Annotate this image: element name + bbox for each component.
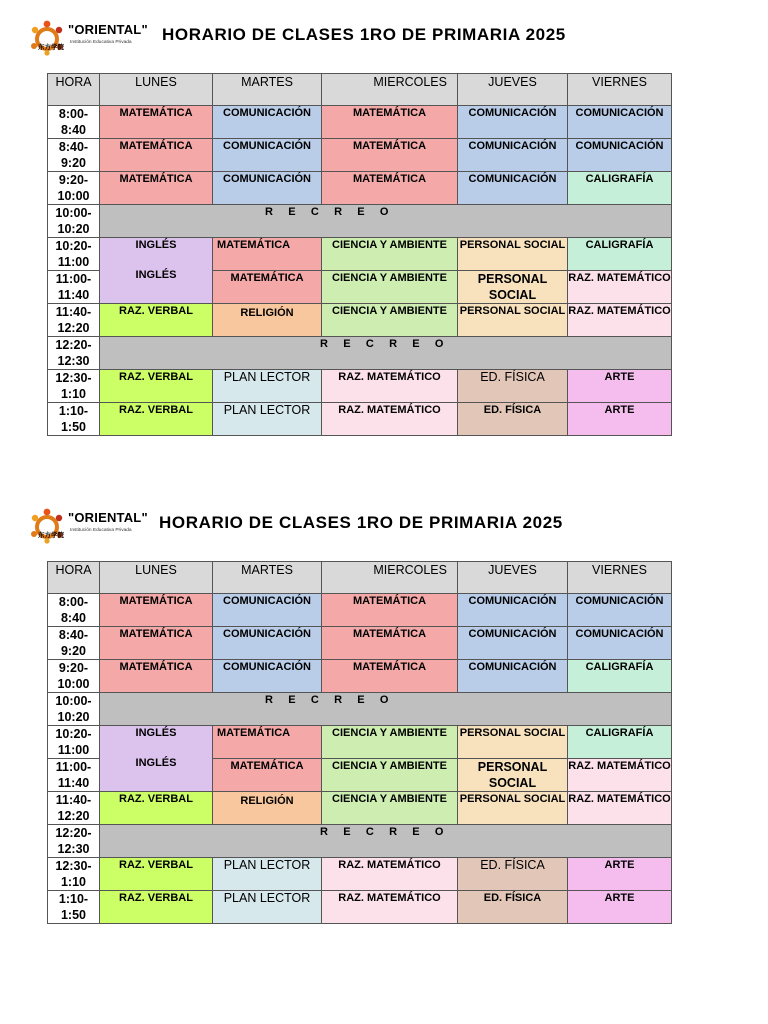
recess-label: R E C R E O bbox=[320, 338, 444, 350]
subject-cell: COMUNICACIÓN bbox=[213, 139, 322, 172]
subject-cell: COMUNICACIÓN bbox=[458, 106, 568, 139]
subject-cell: PERSONAL SOCIAL bbox=[458, 271, 568, 304]
time-cell: 8:00- 8:40 bbox=[48, 106, 100, 139]
subject-cell: MATEMÁTICA bbox=[322, 660, 458, 693]
subject-cell: RAZ. MATEMÁTICO bbox=[322, 858, 458, 891]
subject-cell: PLAN LECTOR bbox=[213, 403, 322, 436]
subject-cell: MATEMÁTICA bbox=[322, 627, 458, 660]
time-cell: 1:10- 1:50 bbox=[48, 891, 100, 924]
header-cell: JUEVES bbox=[458, 562, 568, 594]
subject-cell: COMUNICACIÓN bbox=[213, 594, 322, 627]
school-name: "ORIENTAL" bbox=[68, 22, 148, 37]
header-cell: VIERNES bbox=[568, 562, 672, 594]
subject-cell: ED. FÍSICA bbox=[458, 403, 568, 436]
subject-cell: PLAN LECTOR bbox=[213, 370, 322, 403]
logo-chinese-text: 东方学院 bbox=[38, 44, 64, 51]
table-row bbox=[48, 370, 672, 403]
subject-cell: RAZ. MATEMÁTICO bbox=[322, 403, 458, 436]
subject-cell: RELIGIÓN bbox=[213, 792, 322, 825]
table-row bbox=[48, 172, 672, 205]
subject-cell: COMUNICACIÓN bbox=[213, 660, 322, 693]
subject-cell: RAZ. MATEMÁTICO bbox=[568, 792, 672, 825]
subject-cell: CIENCIA Y AMBIENTE bbox=[322, 759, 458, 792]
header-cell: MIERCOLES bbox=[322, 74, 458, 106]
recess-label: R E C R E O bbox=[320, 826, 444, 838]
subject-cell: MATEMÁTICA bbox=[213, 238, 322, 271]
school-name: "ORIENTAL" bbox=[68, 510, 148, 525]
header-cell: LUNES bbox=[100, 562, 213, 594]
subject-cell: PLAN LECTOR bbox=[213, 891, 322, 924]
recess-cell bbox=[100, 693, 672, 726]
subject-cell: COMUNICACIÓN bbox=[213, 106, 322, 139]
time-cell: 10:00- 10:20 bbox=[48, 693, 100, 726]
time-cell: 12:30- 1:10 bbox=[48, 370, 100, 403]
subject-cell: RELIGIÓN bbox=[213, 304, 322, 337]
subject-cell: ARTE bbox=[568, 403, 672, 436]
time-cell: 10:00- 10:20 bbox=[48, 205, 100, 238]
subject-cell: MATEMÁTICA bbox=[322, 594, 458, 627]
header-cell: VIERNES bbox=[568, 74, 672, 106]
subject-cell: RAZ. VERBAL bbox=[100, 304, 213, 337]
subject-cell: MATEMÁTICA bbox=[322, 106, 458, 139]
header-cell: HORA bbox=[48, 562, 100, 594]
subject-cell: RAZ. MATEMÁTICO bbox=[568, 759, 672, 792]
subject-cell: COMUNICACIÓN bbox=[213, 627, 322, 660]
time-cell: 10:20- 11:00 bbox=[48, 238, 100, 271]
recess-cell bbox=[100, 825, 672, 858]
subject-cell: RAZ. MATEMÁTICO bbox=[568, 271, 672, 304]
header-cell: MARTES bbox=[213, 74, 322, 106]
subject-cell: PERSONAL SOCIAL bbox=[458, 726, 568, 759]
table-row bbox=[48, 627, 672, 660]
subject-cell: MATEMÁTICA bbox=[213, 271, 322, 304]
table-row bbox=[48, 205, 672, 238]
time-cell: 11:40- 12:20 bbox=[48, 304, 100, 337]
subject-cell: COMUNICACIÓN bbox=[458, 594, 568, 627]
recess-label: R E C R E O bbox=[265, 206, 389, 218]
subject-cell: COMUNICACIÓN bbox=[458, 172, 568, 205]
table-row bbox=[48, 693, 672, 726]
header-row bbox=[48, 562, 672, 594]
time-cell: 8:40- 9:20 bbox=[48, 627, 100, 660]
subject-cell: PERSONAL SOCIAL bbox=[458, 759, 568, 792]
subject-cell: ED. FÍSICA bbox=[458, 370, 568, 403]
subject-cell: MATEMÁTICA bbox=[100, 627, 213, 660]
subject-cell: MATEMÁTICA bbox=[100, 172, 213, 205]
schedule-title: HORARIO DE CLASES 1RO DE PRIMARIA 2025 bbox=[159, 513, 563, 532]
header-row bbox=[48, 74, 672, 106]
subject-cell: COMUNICACIÓN bbox=[568, 139, 672, 172]
table-row bbox=[48, 594, 672, 627]
subject-cell: COMUNICACIÓN bbox=[458, 660, 568, 693]
subject-cell: COMUNICACIÓN bbox=[568, 627, 672, 660]
time-cell: 8:00- 8:40 bbox=[48, 594, 100, 627]
subject-cell: RAZ. VERBAL bbox=[100, 370, 213, 403]
time-cell: 10:20- 11:00 bbox=[48, 726, 100, 759]
recess-label: R E C R E O bbox=[265, 694, 389, 706]
time-cell: 11:00- 11:40 bbox=[48, 759, 100, 792]
subject-cell: ARTE bbox=[568, 370, 672, 403]
time-cell: 11:00- 11:40 bbox=[48, 271, 100, 304]
subject-cell: PERSONAL SOCIAL bbox=[458, 304, 568, 337]
subject-cell: CIENCIA Y AMBIENTE bbox=[322, 304, 458, 337]
subject-cell: PERSONAL SOCIAL bbox=[458, 792, 568, 825]
table-row bbox=[48, 238, 672, 271]
subject-cell: COMUNICACIÓN bbox=[458, 627, 568, 660]
subject-cell: ARTE bbox=[568, 858, 672, 891]
subject-cell: RAZ. VERBAL bbox=[100, 891, 213, 924]
subject-cell: ARTE bbox=[568, 891, 672, 924]
table-row bbox=[48, 858, 672, 891]
table-row bbox=[48, 726, 672, 759]
time-cell: 12:20- 12:30 bbox=[48, 825, 100, 858]
header-cell: JUEVES bbox=[458, 74, 568, 106]
subject-cell: ED. FÍSICA bbox=[458, 858, 568, 891]
subject-cell: RAZ. MATEMÁTICO bbox=[322, 891, 458, 924]
subject-cell: CIENCIA Y AMBIENTE bbox=[322, 726, 458, 759]
time-cell: 9:20- 10:00 bbox=[48, 172, 100, 205]
subject-cell: ED. FÍSICA bbox=[458, 891, 568, 924]
table-row bbox=[48, 304, 672, 337]
subject-cell: INGLÉS INGLÉS bbox=[100, 726, 213, 792]
schedule-table bbox=[47, 561, 672, 924]
subject-cell: INGLÉS INGLÉS bbox=[100, 238, 213, 304]
table-row bbox=[48, 825, 672, 858]
table-row bbox=[48, 891, 672, 924]
table-row bbox=[48, 792, 672, 825]
subject-cell: CALIGRAFÍA bbox=[568, 726, 672, 759]
school-logo bbox=[30, 18, 150, 64]
subject-cell: COMUNICACIÓN bbox=[213, 172, 322, 205]
subject-cell: MATEMÁTICA bbox=[322, 172, 458, 205]
school-subtitle: Institución Educativa Privada bbox=[70, 528, 132, 533]
subject-cell: COMUNICACIÓN bbox=[568, 106, 672, 139]
table-row bbox=[48, 337, 672, 370]
logo-chinese-text: 东方学院 bbox=[38, 532, 64, 539]
table-row bbox=[48, 106, 672, 139]
time-cell: 9:20- 10:00 bbox=[48, 660, 100, 693]
school-logo bbox=[30, 506, 150, 552]
subject-cell: RAZ. MATEMÁTICO bbox=[322, 370, 458, 403]
recess-cell bbox=[100, 205, 672, 238]
time-cell: 1:10- 1:50 bbox=[48, 403, 100, 436]
time-cell: 12:20- 12:30 bbox=[48, 337, 100, 370]
schedule-table bbox=[47, 73, 672, 436]
subject-cell: MATEMÁTICA bbox=[100, 594, 213, 627]
time-cell: 12:30- 1:10 bbox=[48, 858, 100, 891]
subject-cell: CALIGRAFÍA bbox=[568, 660, 672, 693]
time-cell: 11:40- 12:20 bbox=[48, 792, 100, 825]
subject-cell: CIENCIA Y AMBIENTE bbox=[322, 792, 458, 825]
subject-cell: RAZ. VERBAL bbox=[100, 403, 213, 436]
subject-cell: CALIGRAFÍA bbox=[568, 172, 672, 205]
schedule-title: HORARIO DE CLASES 1RO DE PRIMARIA 2025 bbox=[162, 25, 566, 44]
subject-cell: MATEMÁTICA bbox=[213, 726, 322, 759]
header-cell: LUNES bbox=[100, 74, 213, 106]
subject-cell: MATEMÁTICA bbox=[322, 139, 458, 172]
time-cell: 8:40- 9:20 bbox=[48, 139, 100, 172]
subject-cell: CIENCIA Y AMBIENTE bbox=[322, 238, 458, 271]
subject-cell: RAZ. MATEMÁTICO bbox=[568, 304, 672, 337]
subject-cell: COMUNICACIÓN bbox=[568, 594, 672, 627]
subject-cell: RAZ. VERBAL bbox=[100, 858, 213, 891]
subject-cell: COMUNICACIÓN bbox=[458, 139, 568, 172]
subject-cell: MATEMÁTICA bbox=[100, 660, 213, 693]
table-row bbox=[48, 660, 672, 693]
table-row bbox=[48, 403, 672, 436]
header-cell: MIERCOLES bbox=[322, 562, 458, 594]
subject-cell: RAZ. VERBAL bbox=[100, 792, 213, 825]
header-cell: MARTES bbox=[213, 562, 322, 594]
subject-cell: MATEMÁTICA bbox=[100, 106, 213, 139]
subject-cell: PERSONAL SOCIAL bbox=[458, 238, 568, 271]
subject-cell: CALIGRAFÍA bbox=[568, 238, 672, 271]
subject-cell: PLAN LECTOR bbox=[213, 858, 322, 891]
header-cell: HORA bbox=[48, 74, 100, 106]
subject-cell: MATEMÁTICA bbox=[213, 759, 322, 792]
recess-cell bbox=[100, 337, 672, 370]
school-subtitle: Institución Educativa Privada bbox=[70, 40, 132, 45]
table-row bbox=[48, 139, 672, 172]
subject-cell: MATEMÁTICA bbox=[100, 139, 213, 172]
subject-cell: CIENCIA Y AMBIENTE bbox=[322, 271, 458, 304]
